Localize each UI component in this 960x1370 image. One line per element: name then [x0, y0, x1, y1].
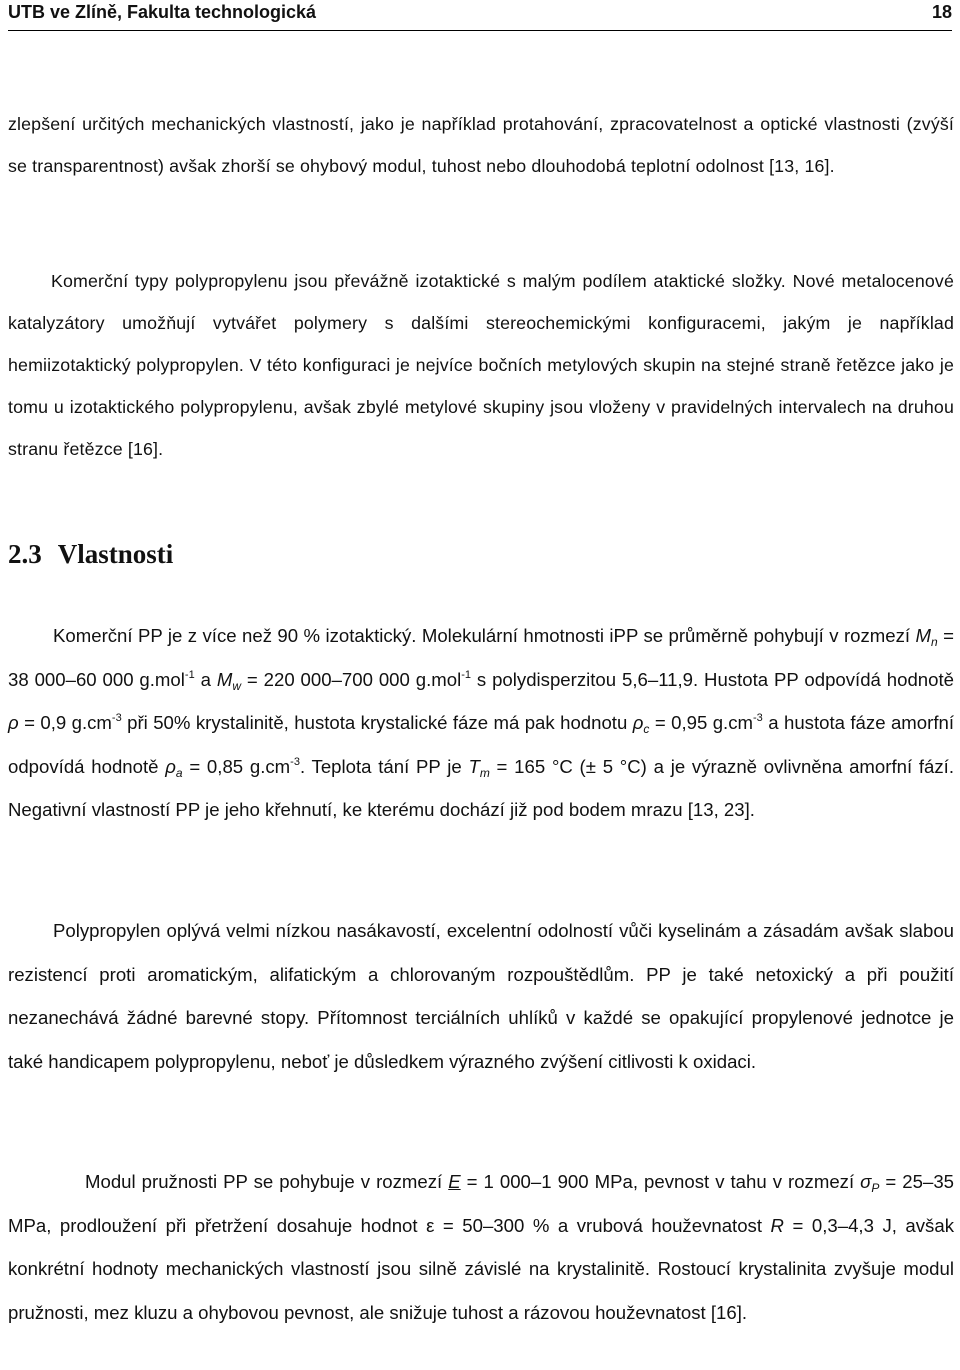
header-institution: UTB ve Zlíně, Fakulta technologická: [8, 2, 317, 22]
paragraph-1: zlepšení určitých mechanických vlastností, jako je například protahování, zpracovatelnost a optické vlastnosti (zvýší se transparentnost) avšak zhorší se ohybový modul, tuhost nebo dlouhodobá teplotní odolnost [13, 16].: [8, 114, 954, 176]
section-number: 2.3: [8, 539, 42, 569]
section-heading: [8, 534, 173, 574]
paragraph-5: Modul pružnosti PP se pohybuje v rozmezí E = 1 000–1 900 MPa, pevnost v tahu v rozmezí $\sigma_P = 25-35$ MPa, prodloužení při přetržení dosahuje hodnot ε = 50–300 % a vrubová houževnatost R = 0,3–4,3 J, avšak konkrétní hodnoty mechanických vlastností jsou silně závislé na krystalinitě. Rostoucí krystalinita zvyšuje modul pružnosti, mez kluzu a ohybovou pevnost, ale snižuje tuhost a rázovou houževnatost [16].: [8, 1171, 955, 1323]
header-page-number: 18: [931, 2, 952, 22]
section-title: Vlastnosti: [57, 539, 174, 569]
page-header: [8, 0, 952, 31]
paragraph-3: Komerční PP je z více než 90 % izotaktický. Molekulární hmotnosti iPP se průměrně pohybují v rozmezí $M_n = 38$ 000–60 000 g.mol$^{-1}$ a $M_w = 220$ 000–700 000 g.mol$^{-1}$ s polydisperzitou 5,6–11,9. Hustota PP odpovídá hodnotě ρ = 0,9 $g.cm^{-3}$ při 50% krystalinitě, hustota krystalické fáze má pak hodnotu $\rho_c = 0,95$ $g.cm^{-3}$ a hustota fáze amorfní odpovídá hodnotě $\rho_a = 0,85$ $g.cm^{-3}$. Teplota tání PP je $T_m = 165$ °C (± 5 °C) a je výrazně ovlivněna amorfní fází. Negativní vlastností PP je jeho křehnutí, ke kterému dochází již pod bodem mrazu [13, 23].: [8, 625, 954, 820]
paragraph-2: Komerční typy polypropylenu jsou převážně izotaktické s malým podílem ataktické složky. Nové metalocenové katalyzátory umožňují vytvářet polymery s dalšími stereochemickými konfiguracemi, jakým je například hemiizotaktický polypropylen. V této konfiguraci je nejvíce bočních metylových skupin na stejné straně řetězce jako je tomu u izotaktického polypropylenu, avšak zbylé metylové skupiny jsou vloženy v pravidelných intervalech na druhou stranu řetězce [16].: [8, 271, 954, 459]
paragraph-4: Polypropylen oplývá velmi nízkou nasákavostí, excelentní odolností vůči kyselinám a zásadám avšak slabou rezistencí proti aromatickým, alifatickým a chlorovaným rozpouštědlům. PP je také netoxický a při použití nezanechává žádné barevné stopy. Přítomnost terciálních uhlíků v každé se opakující propylenové jednotce je také handicapem polypropylenu, neboť je důsledkem výrazného zvýšení citlivosti k oxidaci.: [8, 920, 954, 1072]
